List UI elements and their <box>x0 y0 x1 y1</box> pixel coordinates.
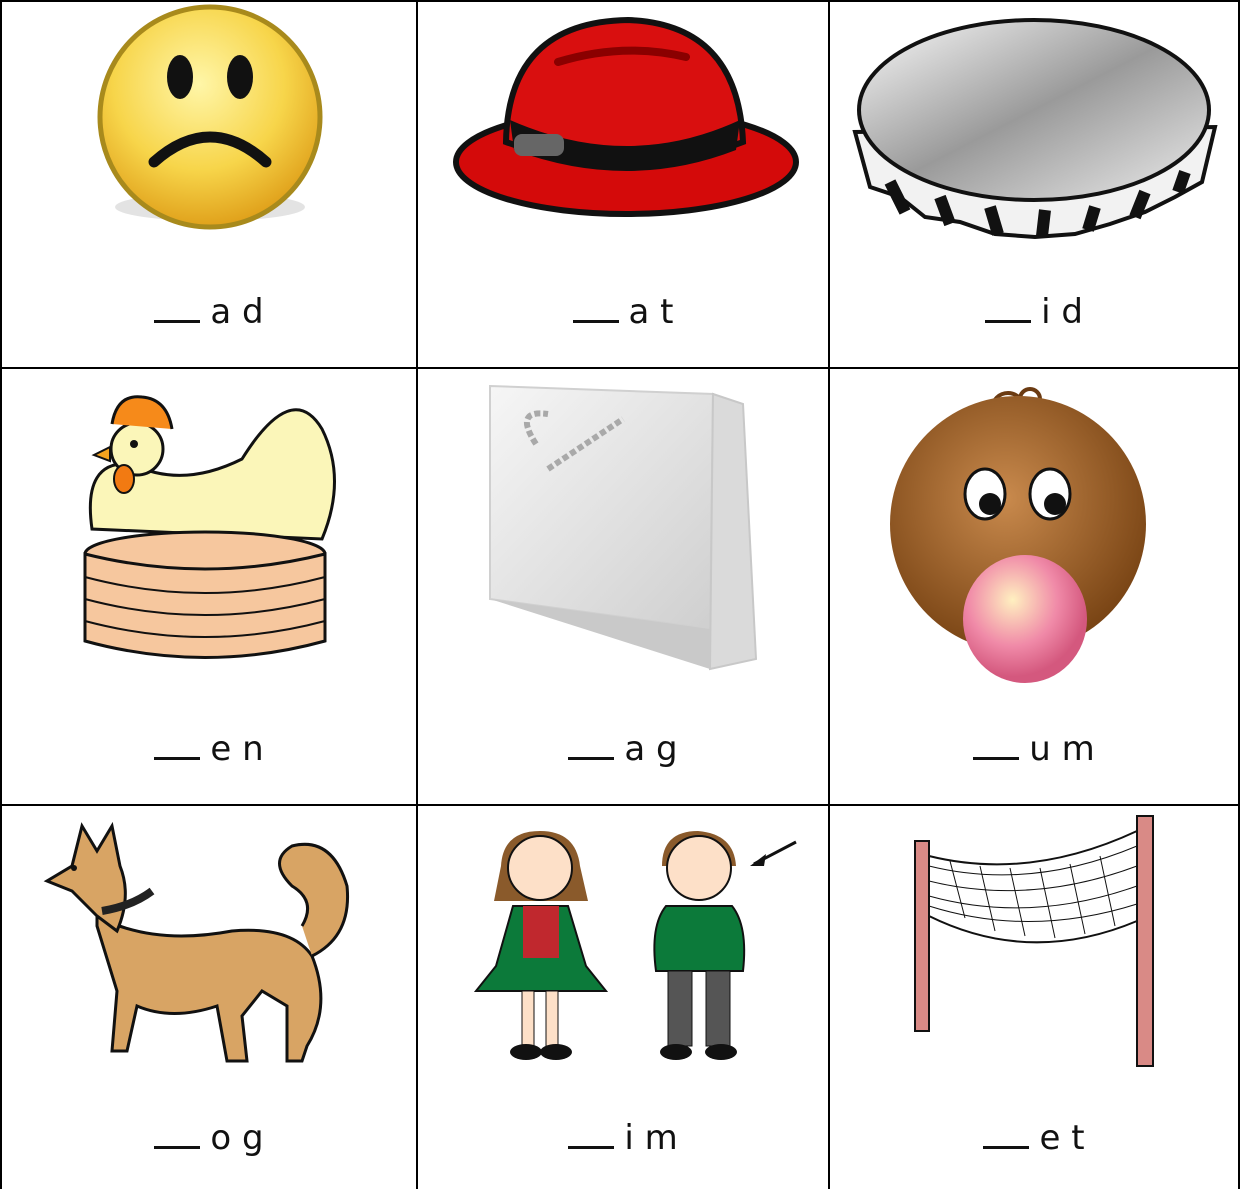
word-ending: i m <box>624 1118 678 1158</box>
word-ending: a d <box>210 292 264 332</box>
word-ending: e t <box>1039 1118 1085 1158</box>
card-hen <box>2 369 416 804</box>
blank-line <box>983 1116 1029 1149</box>
blank-line <box>154 727 200 760</box>
word-ending: u m <box>1029 729 1095 769</box>
card-bag <box>418 369 828 804</box>
blank-line <box>573 290 619 323</box>
word-ending: a g <box>624 729 678 769</box>
blank-line <box>985 290 1031 323</box>
word-ending: e n <box>210 729 264 769</box>
card-lid <box>830 2 1238 367</box>
word-ending: i d <box>1041 292 1083 332</box>
card-sad <box>2 2 416 367</box>
blank-line <box>568 727 614 760</box>
card-gum <box>830 369 1238 804</box>
blank-line <box>154 290 200 323</box>
word-ending: a t <box>628 292 674 332</box>
blank-line <box>973 727 1019 760</box>
word-ending: o g <box>210 1118 264 1158</box>
card-him <box>418 806 828 1189</box>
blank-line <box>568 1116 614 1149</box>
blank-line <box>154 1116 200 1149</box>
card-net <box>830 806 1238 1189</box>
card-hat <box>418 2 828 367</box>
card-dog <box>2 806 416 1189</box>
